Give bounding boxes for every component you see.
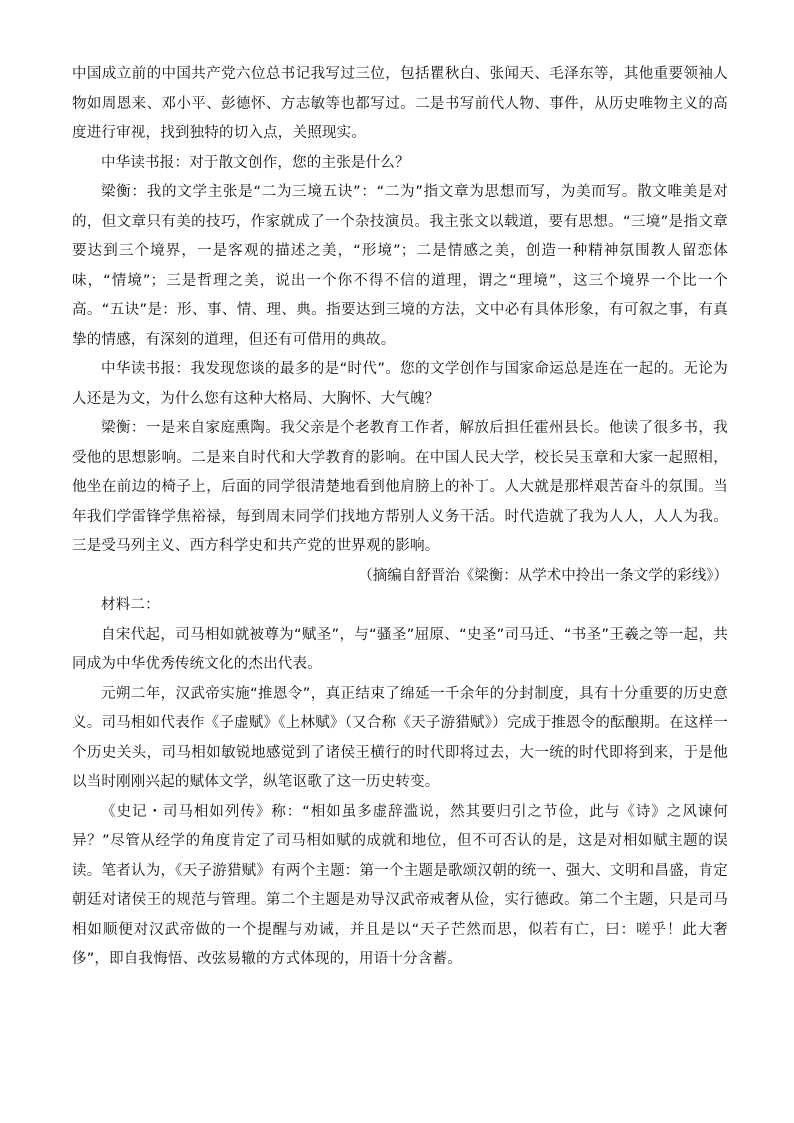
document-page [72,60,728,975]
paragraph-answer-era: 梁衡：一是来自家庭熏陶。我父亲是个老教育工作者，解放后担任霍州县长。他读了很多书，我受他的思想影响。二是来自时代和大学教育的影响。在中国人民大学，校长吴玉章和大家一起照相，他坐在前边的椅子上，后面的同学很清楚地看到他肩膀上的补丁。人大就是那样艰苦奋斗的氛围。当年我们学雷锋学焦裕禄，每到周末同学们找地方帮别人义务干活。时代造就了我为人人，人人为我。三是受马列主义、西方科学史和共产党的世界观的影响。 [72,420,728,554]
paragraph-answer-prose: 梁衡：我的文学主张是“二为三境五诀”：“二为”指文章为思想而写，为美而写。散文唯美是对的，但文章只有美的技巧，作家就成了一个杂技演员。我主张文以载道，要有思想。“三境”是指文章要达到三个境界，一是客观的描述之美，“形境”；二是情感之美，创造一种精神氛围教人留恋体味，“情境”；三是哲理之美，说出一个你不得不信的道理，谓之“理境”，这三个境界一个比一个高。“五诀”是：形、事、情、理、典。指要达到三境的方法，文中必有具体形象，有可叙之事，有真挚的情感，有深刻的道理，但还有可借用的典故。 [72,184,728,348]
material-two-paragraph: 《史记・司马相如列传》称：“相如虽多虚辞滥说，然其要归引之节俭，此与《诗》之风谏何异？”尽管从经学的角度肯定了司马相如赋的成就和地位，但不可否认的是，这是对相如赋主题的误读。笔者认为，《天子游猎赋》有两个主题：第一个主题是歌颂汉朝的统一、强大、文明和昌盛，肯定朝廷对诸侯王的规范与管理。第二个主题是劝导汉武帝戒奢从俭，实行德政。第二个主题，只是司马相如顺便对汉武帝做的一个提醒与劝诫，并且是以“天子芒然而思，似若有亡，曰：嗟乎！此大奢侈”，即自我悔悟、改弦易辙的方式体现的，用语十分含蓄。 [72,803,728,967]
source-note: （摘编自舒晋治《梁衡：从学术中拎出一条文学的彩线》） [358,567,728,584]
paragraph-continuation: 中国成立前的中国共产党六位总书记我写过三位，包括瞿秋白、张闻天、毛泽东等，其他重要领袖人物如周恩来、邓小平、彭德怀、方志敏等也都写过。二是书写前代人物、事件，从历史唯物主义的高度进行审视，找到独特的切入点，关照现实。 [72,66,728,141]
material-two-paragraph: 元朔二年，汉武帝实施“推恩令”，真正结束了绵延一千余年的分封制度，具有十分重要的历史意义。司马相如代表作《子虚赋》《上林赋》（又合称《天子游猎赋》）完成于推恩令的酝酿期。在这样一个历史关头，司马相如敏锐地感觉到了诸侯王横行的时代即将过去，大一统的时代即将到来，于是他以当时刚刚兴起的赋体文学，纵笔讴歌了这一历史转变。 [72,685,728,790]
paragraph-question-era: 中华读书报：我发现您谈的最多的是“时代”。您的文学创作与国家命运总是连在一起的。无论为人还是为文，为什么您有这种大格局、大胸怀、大气魄？ [72,361,728,407]
paragraph-question-prose: 中华读书报：对于散文创作，您的主张是什么？ [101,154,410,171]
material-two-heading: 材料二： [101,597,160,613]
material-two-paragraph: 自宋代起，司马相如就被尊为“赋圣”，与“骚圣”屈原、“史圣”司马迁、“书圣”王羲之等一起，共同成为中华优秀传统文化的杰出代表。 [72,626,728,672]
